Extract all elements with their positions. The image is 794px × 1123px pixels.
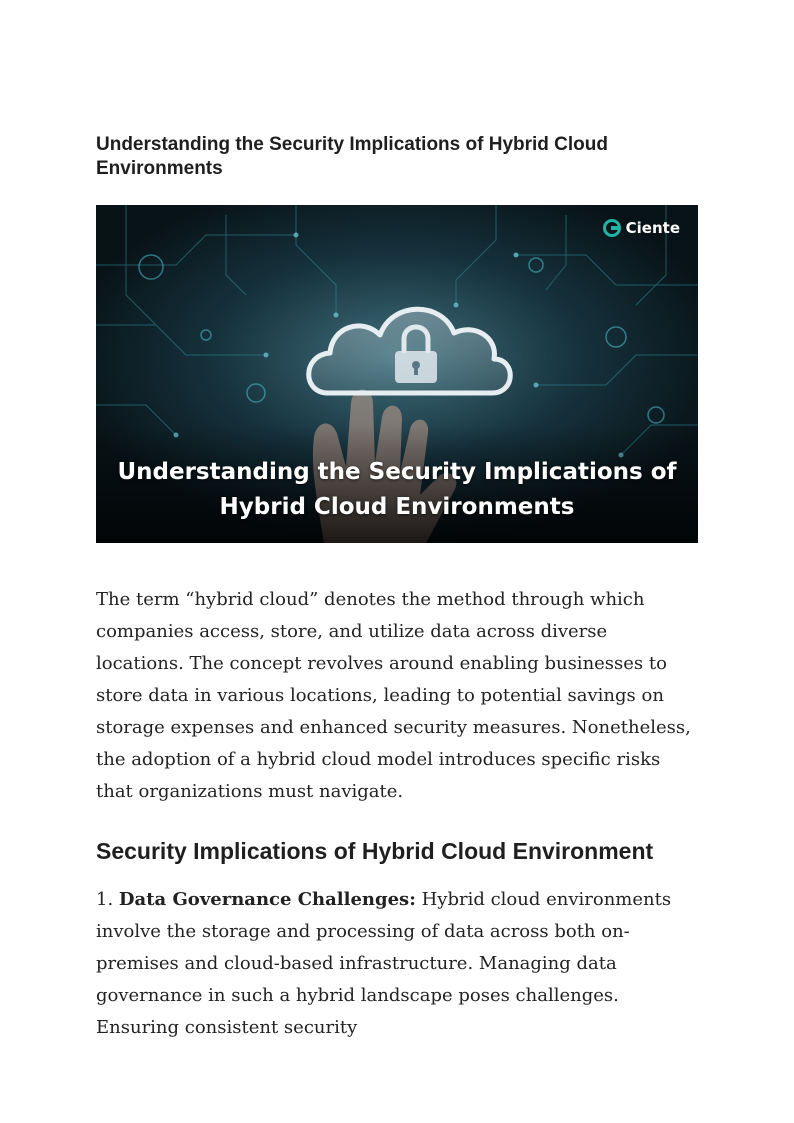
hero-image <box>96 205 698 543</box>
section-heading: Security Implications of Hybrid Cloud Environment <box>96 838 654 864</box>
hero-caption <box>96 455 698 525</box>
list-item <box>96 884 698 1044</box>
list-item-label: Data Governance Challenges: <box>118 889 416 910</box>
list-item-text: Hybrid cloud environments involve the storage and processing of data across both on-premises and cloud-based infrastructure. Managing data governance in such a hybrid landscape poses challenges. Ensuring consistent security <box>96 889 672 1038</box>
hero-caption-line-1: Understanding the Security Implications of <box>117 459 677 485</box>
ciente-logo-text: Ciente <box>625 219 680 237</box>
article-title: Understanding the Security Implications of Hybrid Cloud Environments <box>96 134 608 179</box>
intro-paragraph: The term “hybrid cloud” denotes the method through which companies access, store, and utilize data across diverse locations. The concept revolves around enabling businesses to store data in various locations, leading to potential savings on storage expenses and enhanced security measures. Nonetheless, the adoption of a hybrid cloud model introduces specific risks that organizations must navigate. <box>96 589 691 802</box>
list-item-number: 1. <box>96 889 114 910</box>
ciente-logo <box>603 219 680 237</box>
hero-caption-line-2: Hybrid Cloud Environments <box>219 494 575 520</box>
ciente-logo-icon <box>603 219 621 237</box>
